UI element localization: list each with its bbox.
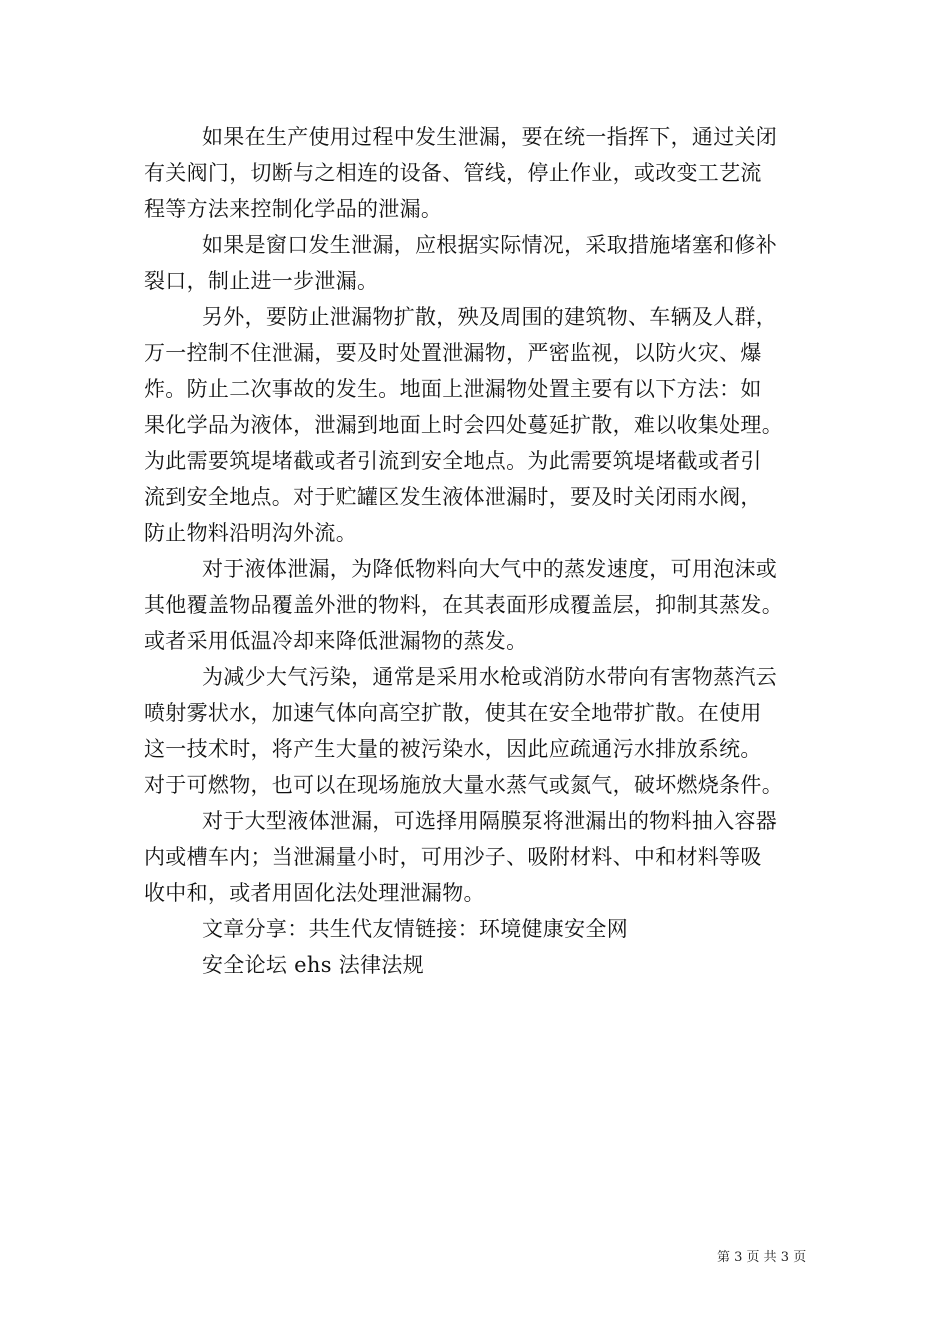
paragraph-3-line-6: 流到安全地点。对于贮罐区发生液体泄漏时，要及时关闭雨水阀， [144, 485, 762, 509]
paragraph-1-line-3: 程等方法来控制化学品的泄漏。 [144, 197, 443, 221]
paragraph-3-line-7: 防止物料沿明沟外流。 [144, 521, 357, 545]
share-links-line: 文章分享：共生代友情链接：环境健康安全网 [202, 917, 628, 941]
page-number-footer: 第 3 页 共 3 页 [717, 1250, 807, 1265]
paragraph-3-line-4: 果化学品为液体，泄漏到地面上时会四处蔓延扩散，难以收集处理。 [144, 413, 783, 437]
paragraph-3-line-3: 炸。防止二次事故的发生。地面上泄漏物处置主要有以下方法：如 [144, 377, 762, 401]
paragraph-1-line-2: 有关阀门，切断与之相连的设备、管线，停止作业，或改变工艺流 [144, 161, 762, 185]
paragraph-3-line-1: 另外，要防止泄漏物扩散，殃及周围的建筑物、车辆及人群， [202, 305, 778, 329]
paragraph-6-line-1: 对于大型液体泄漏，可选择用隔膜泵将泄漏出的物料抽入容器 [202, 809, 778, 833]
paragraph-6-line-2: 内或槽车内；当泄漏量小时，可用沙子、吸附材料、中和材料等吸 [144, 845, 762, 869]
paragraph-4-line-1: 对于液体泄漏，为降低物料向大气中的蒸发速度，可用泡沫或 [202, 557, 778, 581]
forum-links-line: 安全论坛 ehs 法律法规 [202, 953, 424, 977]
paragraph-2-line-1: 如果是窗口发生泄漏，应根据实际情况，采取措施堵塞和修补 [202, 233, 778, 257]
paragraph-3-line-2: 万一控制不住泄漏，要及时处置泄漏物，严密监视，以防火灾、爆 [144, 341, 762, 365]
paragraph-5-line-1: 为减少大气污染，通常是采用水枪或消防水带向有害物蒸汽云 [202, 665, 778, 689]
paragraph-5-line-4: 对于可燃物，也可以在现场施放大量水蒸气或氮气，破坏燃烧条件。 [144, 773, 783, 797]
paragraph-5-line-3: 这一技术时，将产生大量的被污染水，因此应疏通污水排放系统。 [144, 737, 762, 761]
paragraph-3-line-5: 为此需要筑堤堵截或者引流到安全地点。为此需要筑堤堵截或者引 [144, 449, 762, 473]
paragraph-6-line-3: 收中和，或者用固化法处理泄漏物。 [144, 881, 485, 905]
paragraph-1-line-1: 如果在生产使用过程中发生泄漏，要在统一指挥下，通过关闭 [202, 125, 778, 149]
paragraph-4-line-2: 其他覆盖物品覆盖外泄的物料，在其表面形成覆盖层，抑制其蒸发。 [144, 593, 783, 617]
paragraph-5-line-2: 喷射雾状水，加速气体向高空扩散，使其在安全地带扩散。在使用 [144, 701, 762, 725]
paragraph-2-line-2: 裂口，制止进一步泄漏。 [144, 269, 379, 293]
paragraph-4-line-3: 或者采用低温冷却来降低泄漏物的蒸发。 [144, 629, 528, 653]
